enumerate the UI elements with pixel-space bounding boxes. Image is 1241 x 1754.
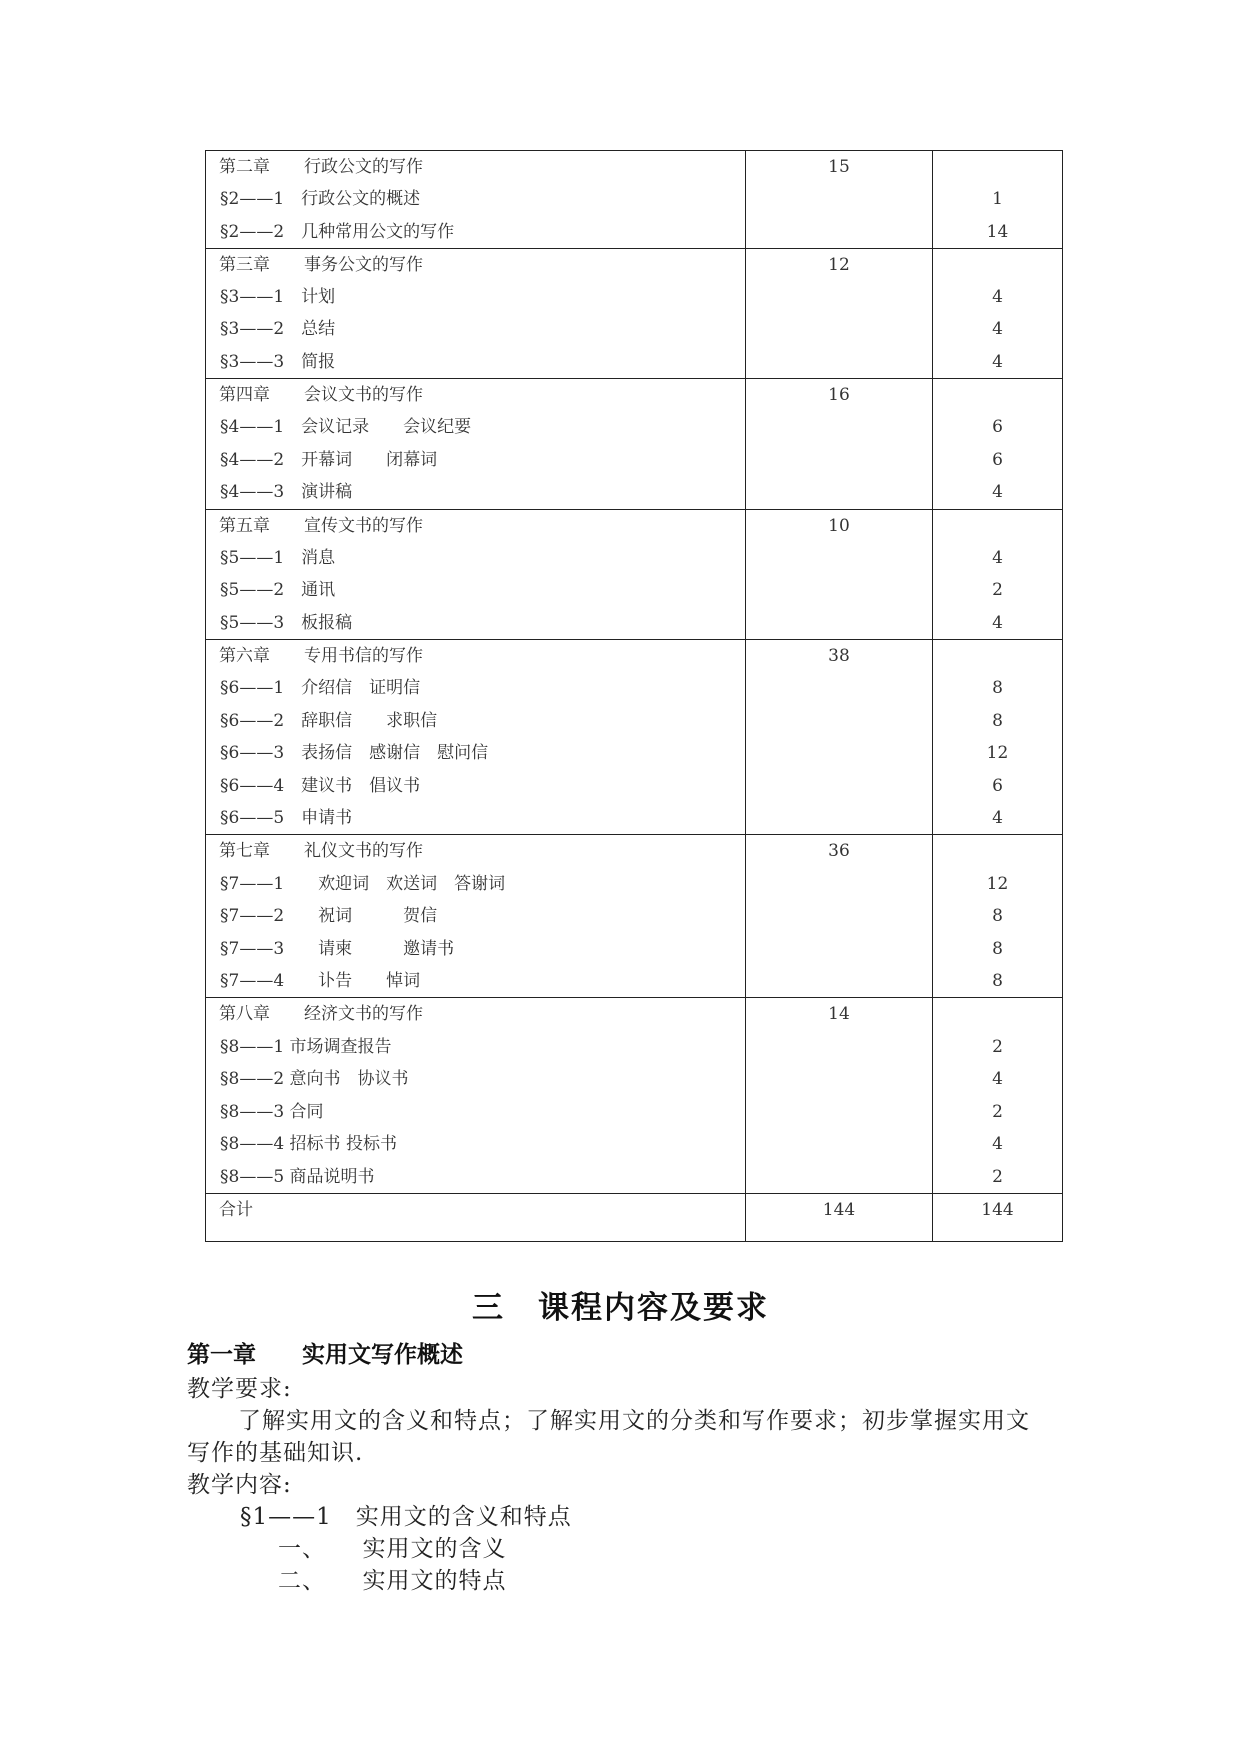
chapter-group: [206, 998, 1063, 1194]
section-hours: 4: [992, 286, 1003, 307]
section-hours: 6: [992, 449, 1003, 470]
section-row: [206, 607, 1063, 640]
section-hours: 4: [992, 808, 1003, 829]
requirements-text-line2: 写作的基础知识.: [187, 1440, 364, 1466]
chapter-sub-hours: [933, 248, 1063, 281]
section-hours: 4: [992, 1069, 1003, 1090]
section-row: [206, 1161, 1063, 1194]
section-empty-cell: [746, 737, 933, 770]
section-empty-cell: [746, 933, 933, 966]
section-empty-cell: [746, 607, 933, 640]
section-empty-cell: [746, 802, 933, 835]
section-hours: 4: [992, 547, 1003, 568]
section-hours: 2: [992, 580, 1003, 601]
teaching-requirements-label: 教学要求:: [187, 1376, 292, 1402]
section-row: [206, 542, 1063, 575]
section-label: §8——1 市场调查报告: [220, 1036, 392, 1057]
section-label: §2——2 几种常用公文的写作: [220, 221, 455, 242]
chapter-label: 第八章 经济文书的写作: [219, 1004, 423, 1025]
section-label: §5——3 板报稿: [220, 612, 353, 633]
section-empty-cell: [746, 965, 933, 998]
section-label: §7——2 祝词 贺信: [220, 906, 438, 927]
section-title: 三 课程内容及要求: [472, 1290, 769, 1326]
section-row: [206, 868, 1063, 901]
chapter-hours: 12: [746, 248, 933, 281]
section-hours: 4: [992, 482, 1003, 503]
section-hours: 6: [992, 417, 1003, 438]
section-row: [206, 933, 1063, 966]
section-empty-cell: [746, 1128, 933, 1161]
section-empty-cell: [746, 1096, 933, 1129]
chapter-group: [206, 379, 1063, 509]
chapter-group: [206, 151, 1063, 249]
chapter-row: [206, 248, 1063, 281]
section-empty-cell: [746, 411, 933, 444]
section-label: §8——2 意向书 协议书: [220, 1069, 409, 1090]
section-hours: 4: [992, 352, 1003, 373]
section-row: [206, 216, 1063, 249]
chapter-label: 第二章 行政公文的写作: [219, 157, 423, 177]
section-empty-cell: [746, 444, 933, 477]
section-row: [206, 900, 1063, 933]
chapter-sub-hours: [933, 835, 1063, 868]
section-label: §8——4 招标书 投标书: [220, 1134, 397, 1155]
section-row: [206, 313, 1063, 346]
section-hours: 1: [992, 189, 1003, 210]
section-label: §6——4 建议书 倡议书: [220, 775, 421, 796]
section-hours: 8: [992, 710, 1003, 731]
chapter-row: [206, 151, 1063, 184]
total-row: [206, 1194, 1063, 1242]
section-label: §6——2 辞职信 求职信: [220, 710, 438, 731]
section-row: [206, 965, 1063, 998]
section-label: §6——3 表扬信 感谢信 慰问信: [220, 743, 489, 764]
chapter-hours: 15: [746, 151, 933, 184]
section-row: [206, 281, 1063, 314]
section-empty-cell: [746, 476, 933, 509]
content-item-1: 一、 实用文的含义: [278, 1536, 507, 1562]
section-row: [206, 737, 1063, 770]
section-row: [206, 802, 1063, 835]
chapter-row: [206, 639, 1063, 672]
section-empty-cell: [746, 574, 933, 607]
chapter-group: [206, 639, 1063, 835]
section-hours: 8: [992, 678, 1003, 698]
teaching-content-label: 教学内容:: [187, 1472, 292, 1498]
section-row: [206, 1128, 1063, 1161]
section-label: §8——3 合同: [220, 1101, 324, 1122]
section-row: [206, 574, 1063, 607]
section-label: §4——1 会议记录 会议纪要: [220, 417, 472, 438]
content-item-2: 二、 实用文的特点: [278, 1568, 507, 1594]
section-row: [206, 183, 1063, 216]
chapter-label: 第四章 会议文书的写作: [219, 385, 423, 406]
section-empty-cell: [746, 900, 933, 933]
section-hours: 12: [986, 873, 1009, 894]
chapter-sub-hours: [933, 151, 1063, 184]
section-row: [206, 411, 1063, 444]
section-row: [206, 476, 1063, 509]
total-label: 合计: [219, 1200, 253, 1220]
section-empty-cell: [746, 1063, 933, 1096]
section-hours: 2: [992, 1036, 1003, 1057]
section-hours: 4: [992, 612, 1003, 633]
section-label: §6——5 申请书: [220, 808, 353, 829]
total-sub-hours: 144: [981, 1200, 1014, 1220]
chapter-hours: 14: [746, 998, 933, 1031]
section-empty-cell: [746, 868, 933, 901]
section-label: §6——1 介绍信 证明信: [220, 678, 421, 698]
section-empty-cell: [746, 183, 933, 216]
chapter-group: [206, 509, 1063, 639]
chapter-row: [206, 379, 1063, 412]
section-hours: 12: [986, 743, 1009, 764]
section-empty-cell: [746, 1031, 933, 1064]
section-label: §3——3 简报: [220, 352, 336, 373]
chapter-hours: 36: [746, 835, 933, 868]
section-label: §7——1 欢迎词 欢送词 答谢词: [220, 873, 506, 894]
section-row: [206, 672, 1063, 705]
section-label: §4——2 开幕词 闭幕词: [220, 449, 438, 470]
section-empty-cell: [746, 216, 933, 249]
section-1-1: §1——1 实用文的含义和特点: [240, 1504, 572, 1530]
chapter-sub-hours: [933, 379, 1063, 412]
section-label: §5——1 消息: [220, 547, 336, 568]
section-empty-cell: [746, 313, 933, 346]
section-row: [206, 705, 1063, 738]
section-empty-cell: [746, 705, 933, 738]
section-empty-cell: [746, 1161, 933, 1194]
section-label: §2——1 行政公文的概述: [220, 189, 421, 210]
total-group: [206, 1194, 1063, 1242]
course-hours-table: [205, 150, 1063, 1242]
chapter-sub-hours: [933, 639, 1063, 672]
section-row: [206, 1031, 1063, 1064]
chapter-row: [206, 509, 1063, 542]
requirements-text-line1: 了解实用文的含义和特点；了解实用文的分类和写作要求；初步掌握实用文: [238, 1408, 1030, 1434]
section-hours: 6: [992, 775, 1003, 796]
chapter-sub-hours: [933, 509, 1063, 542]
chapter-row: [206, 835, 1063, 868]
chapter-sub-hours: [933, 998, 1063, 1031]
chapter-label: 第六章 专用书信的写作: [219, 645, 423, 666]
chapter-row: [206, 998, 1063, 1031]
section-hours: 2: [992, 1101, 1003, 1122]
section-label: §5——2 通讯: [220, 580, 336, 601]
chapter-hours: 10: [746, 509, 933, 542]
section-empty-cell: [746, 346, 933, 379]
chapter-group: [206, 248, 1063, 378]
section-empty-cell: [746, 672, 933, 705]
chapter-label: 第五章 宣传文书的写作: [219, 515, 423, 536]
section-hours: 4: [992, 319, 1003, 340]
section-empty-cell: [746, 770, 933, 803]
section-hours: 14: [986, 221, 1009, 242]
section-row: [206, 770, 1063, 803]
section-empty-cell: [746, 281, 933, 314]
section-row: [206, 444, 1063, 477]
chapter-label: 第七章 礼仪文书的写作: [219, 841, 423, 862]
section-row: [206, 1096, 1063, 1129]
chapter-group: [206, 835, 1063, 998]
section-label: §3——2 总结: [220, 319, 336, 340]
section-label: §7——4 讣告 悼词: [220, 971, 421, 992]
section-hours: 8: [992, 938, 1003, 959]
chapter-hours: 38: [746, 639, 933, 672]
chapter-hours: 16: [746, 379, 933, 412]
section-hours: 8: [992, 906, 1003, 927]
section-empty-cell: [746, 542, 933, 575]
chapter-title: 第一章 实用文写作概述: [187, 1341, 463, 1368]
section-row: [206, 1063, 1063, 1096]
section-label: §8——5 商品说明书: [220, 1166, 375, 1187]
section-label: §4——3 演讲稿: [220, 482, 353, 503]
total-hours: 144: [746, 1194, 933, 1242]
chapter-label: 第三章 事务公文的写作: [219, 254, 423, 275]
section-hours: 2: [992, 1166, 1003, 1187]
section-label: §3——1 计划: [220, 286, 336, 307]
section-hours: 4: [992, 1134, 1003, 1155]
section-row: [206, 346, 1063, 379]
section-label: §7——3 请柬 邀请书: [220, 938, 455, 959]
section-hours: 8: [992, 971, 1003, 992]
